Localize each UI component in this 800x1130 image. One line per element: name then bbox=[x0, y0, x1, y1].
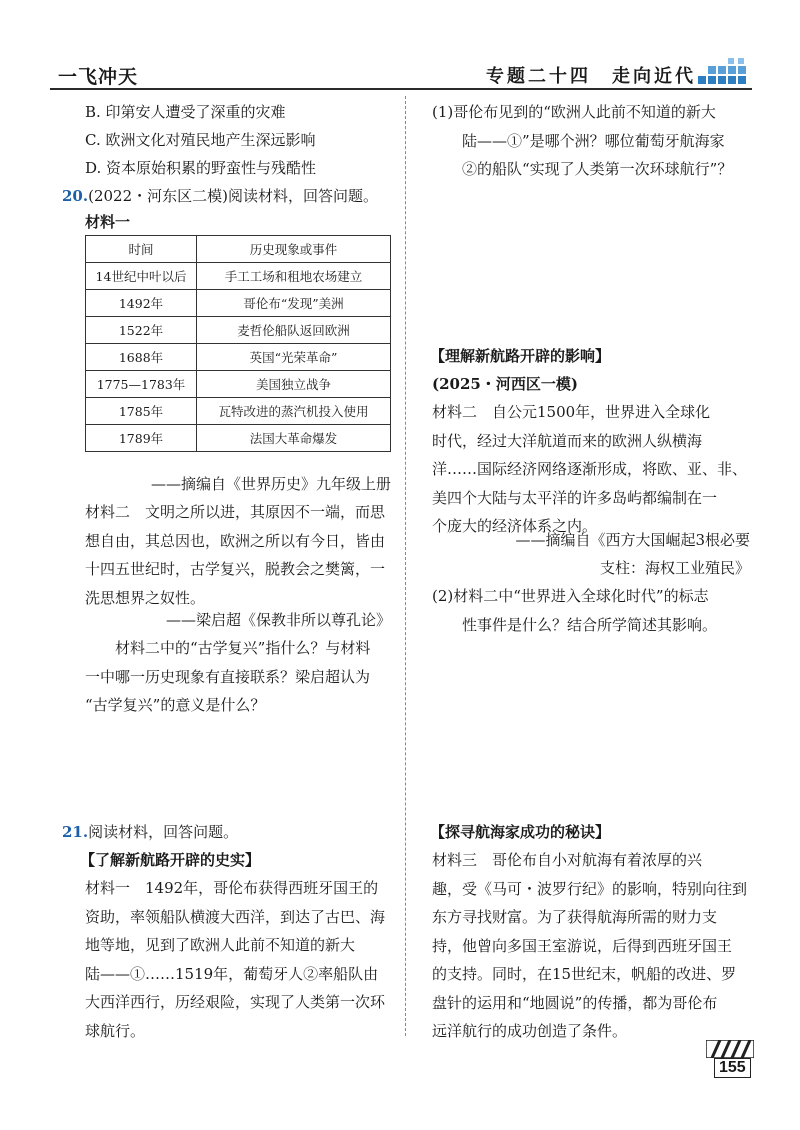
text-line: 远洋航行的成功创造了条件。 bbox=[432, 1022, 628, 1040]
text-line: 一中哪一历史现象有直接联系？梁启超认为 bbox=[85, 667, 371, 686]
table-cell: 法国大革命爆发 bbox=[197, 425, 391, 452]
q20-title: (2022・河东区二模)阅读材料，回答问题。 bbox=[88, 187, 378, 205]
table-cell: 14世纪中叶以后 bbox=[86, 263, 197, 290]
table-row bbox=[86, 263, 391, 290]
q21-section2-heading: 【理解新航路开辟的影响】 bbox=[430, 347, 611, 365]
topic-title: 专题二十四 走向近代 bbox=[486, 66, 696, 87]
text-line: 陆——①”是哪个洲？哪位葡萄牙航海家 bbox=[462, 131, 725, 150]
table-row bbox=[86, 425, 391, 452]
table-cell: 1775—1783年 bbox=[86, 371, 197, 398]
table-cell: 1785年 bbox=[86, 398, 197, 425]
q20-heading bbox=[62, 182, 378, 210]
table-cell: 英国“光荣革命” bbox=[197, 344, 391, 371]
text-line: 材料一 1492年，哥伦布获得西班牙国王的 bbox=[85, 879, 379, 897]
q21-heading bbox=[62, 818, 238, 846]
q20-material2-source: ——梁启超《保教非所以尊孔论》 bbox=[165, 611, 391, 629]
option-d: D. 资本原始积累的野蛮性与残酷性 bbox=[85, 159, 317, 177]
decorative-squares-icon bbox=[698, 58, 748, 86]
column-divider bbox=[405, 96, 406, 1036]
text-line: 大西洋西行，历经艰险，实现了人类第一次环 bbox=[85, 993, 386, 1011]
table-cell: 1789年 bbox=[86, 425, 197, 452]
text-line: 趣，受《马可・波罗行纪》的影响，特别向往到 bbox=[432, 879, 748, 898]
text-line: 陆——①……1519年，葡萄牙人②率船队由 bbox=[85, 964, 379, 983]
table-row bbox=[86, 317, 391, 344]
q21-question1 bbox=[432, 98, 762, 184]
text-line: 想自由，其总因也，欧洲之所以有今日，皆由 bbox=[85, 531, 386, 550]
text-line: (2)材料二中“世界进入全球化时代”的标志 bbox=[432, 587, 709, 605]
table-cell: 麦哲伦船队返回欧洲 bbox=[197, 317, 391, 344]
q21-section2-source: (2025・河西区一模) bbox=[432, 375, 578, 393]
text-line: 地等地，见到了欧洲人此前不知道的新大 bbox=[85, 936, 356, 954]
history-events-table bbox=[85, 235, 391, 452]
text-line: 球航行。 bbox=[85, 1021, 146, 1040]
q20-material2 bbox=[85, 498, 395, 612]
q20-material1-label: 材料一 bbox=[85, 213, 131, 231]
text-line: 材料三 哥伦布自小对航海有着浓厚的兴 bbox=[432, 851, 703, 869]
table-header: 历史现象或事件 bbox=[197, 236, 391, 263]
table-header-row bbox=[86, 236, 391, 263]
q21-material2 bbox=[432, 398, 762, 541]
table-cell: 1522年 bbox=[86, 317, 197, 344]
q21-material1 bbox=[85, 874, 395, 1045]
series-logo: 一飞冲天 bbox=[58, 66, 139, 88]
q21-number: 21. bbox=[62, 823, 89, 841]
q21-section3-heading: 【探寻航海家成功的秘诀】 bbox=[430, 823, 611, 841]
text-line: 洋……国际经济网络逐渐形成，将欧、亚、非、 bbox=[432, 460, 748, 478]
table-cell: 瓦特改进的蒸汽机投入使用 bbox=[197, 398, 391, 425]
table-header: 时间 bbox=[86, 236, 197, 263]
text-line: 资助，率领船队横渡大西洋，到达了古巴、海 bbox=[85, 907, 386, 926]
q21-material2-source-2: 支柱：海权工业殖民》 bbox=[599, 559, 750, 577]
table-row bbox=[86, 344, 391, 371]
header-rule bbox=[50, 88, 752, 90]
text-line: 东方寻找财富。为了获得航海所需的财力支 bbox=[432, 908, 718, 926]
page-stripes-icon bbox=[706, 1040, 754, 1058]
q20-number: 20. bbox=[62, 187, 89, 205]
option-b: B. 印第安人遭受了深重的灾难 bbox=[85, 103, 286, 121]
page-number: 155 bbox=[714, 1058, 751, 1078]
text-line: ②的船队“实现了人类第一次环球航行”？ bbox=[462, 160, 733, 178]
q21-material2-source-1: ——摘编自《西方大国崛起3根必要 bbox=[515, 531, 750, 549]
text-line: 个庞大的经济体系之内。 bbox=[432, 517, 598, 535]
text-line: 时代，经过大洋航道而来的欧洲人纵横海 bbox=[432, 431, 703, 450]
text-line: 洗思想界之奴性。 bbox=[85, 588, 206, 607]
text-line: 持，他曾向多国王室游说，后得到西班牙国王 bbox=[432, 936, 733, 955]
text-line: 材料二 文明之所以进，其原因不一端，而思 bbox=[85, 503, 386, 521]
text-line: 材料二 自公元1500年，世界进入全球化 bbox=[432, 403, 711, 421]
table-row bbox=[86, 398, 391, 425]
table-cell: 1492年 bbox=[86, 290, 197, 317]
q21-question2 bbox=[432, 582, 762, 639]
table-cell: 1688年 bbox=[86, 344, 197, 371]
table-row bbox=[86, 290, 391, 317]
text-line: 材料二中的“古学复兴”指什么？与材料 bbox=[115, 639, 371, 657]
table-cell: 手工工场和租地农场建立 bbox=[197, 263, 391, 290]
text-line: (1)哥伦布见到的“欧洲人此前不知道的新大 bbox=[432, 103, 716, 121]
text-line: “古学复兴”的意义是什么？ bbox=[85, 696, 266, 714]
q21-title: 阅读材料，回答问题。 bbox=[88, 823, 239, 841]
q20-material1-source: ——摘编自《世界历史》九年级上册 bbox=[150, 475, 391, 493]
q20-question bbox=[85, 634, 395, 720]
q21-section1-heading: 【了解新航路开辟的史实】 bbox=[80, 851, 261, 869]
text-line: 十四五世纪时，古学复兴，脱教会之樊篱，一 bbox=[85, 560, 386, 578]
q21-material3 bbox=[432, 846, 762, 1046]
table-cell: 哥伦布“发现”美洲 bbox=[197, 290, 391, 317]
text-line: 性事件是什么？结合所学简述其影响。 bbox=[462, 615, 718, 634]
text-line: 盘针的运用和“地圆说”的传播，都为哥伦布 bbox=[432, 993, 718, 1012]
option-c: C. 欧洲文化对殖民地产生深远影响 bbox=[85, 131, 316, 149]
table-row bbox=[86, 371, 391, 398]
text-line: 的支持。同时，在15世纪末，帆船的改进、罗 bbox=[432, 965, 737, 983]
table-cell: 美国独立战争 bbox=[197, 371, 391, 398]
text-line: 美四个大陆与太平洋的许多岛屿都编制在一 bbox=[432, 488, 718, 507]
